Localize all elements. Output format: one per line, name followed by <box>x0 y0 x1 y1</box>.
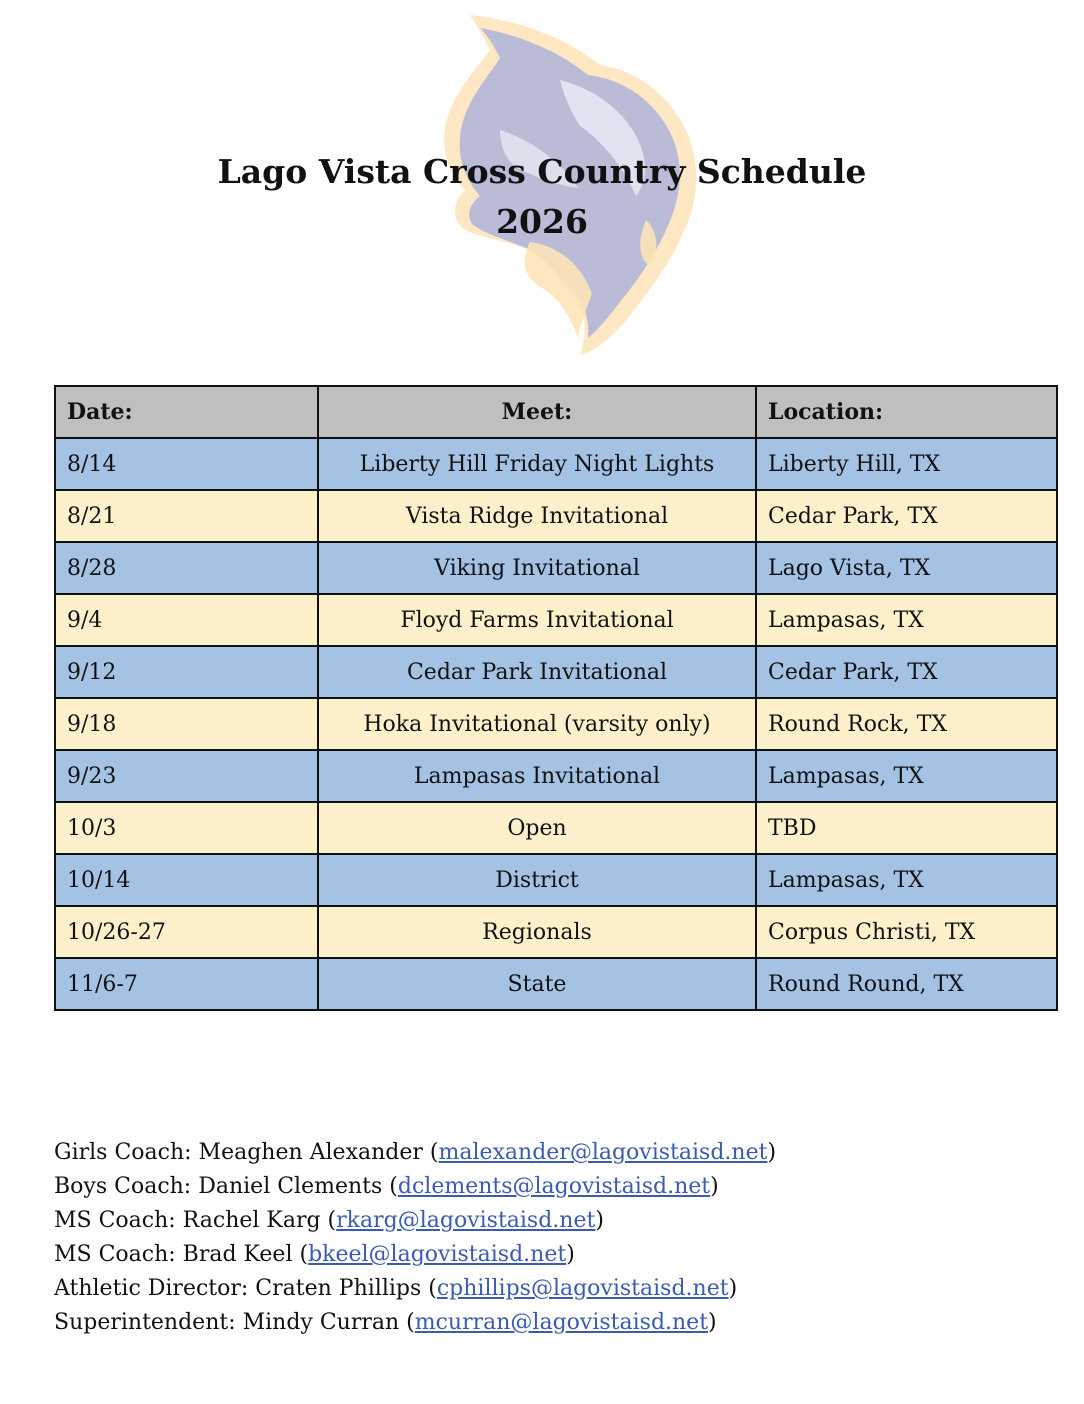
table-row <box>55 594 1057 646</box>
table-header-row <box>55 386 1057 438</box>
contact-role: MS Coach: Rachel Karg <box>54 1208 321 1233</box>
cell-date: 9/12 <box>55 646 318 698</box>
cell-location: Liberty Hill, TX <box>756 438 1057 490</box>
cell-location: Lampasas, TX <box>756 750 1057 802</box>
contact-line: MS Coach: Brad Keel (bkeel@lagovistaisd.net) <box>54 1242 575 1267</box>
cell-meet: Vista Ridge Invitational <box>318 490 756 542</box>
contacts-list <box>54 1136 1054 1340</box>
cell-date: 11/6-7 <box>55 958 318 1010</box>
cell-location: Round Round, TX <box>756 958 1057 1010</box>
cell-location: Lampasas, TX <box>756 854 1057 906</box>
contact-email-link[interactable]: rkarg@lagovistaisd.net <box>336 1208 596 1233</box>
cell-location: Cedar Park, TX <box>756 490 1057 542</box>
cell-date: 8/28 <box>55 542 318 594</box>
table-row <box>55 750 1057 802</box>
contact-email-link[interactable]: dclements@lagovistaisd.net <box>397 1174 711 1199</box>
table-row <box>55 490 1057 542</box>
cell-meet: Liberty Hill Friday Night Lights <box>318 438 756 490</box>
contact-role: Boys Coach: Daniel Clements <box>54 1174 383 1199</box>
page-subtitle-year: 2026 <box>496 202 588 241</box>
cell-meet: Open <box>318 802 756 854</box>
cell-location: Lampasas, TX <box>756 594 1057 646</box>
contact-role: Girls Coach: Meaghen Alexander <box>54 1140 423 1165</box>
cell-date: 10/26-27 <box>55 906 318 958</box>
cell-location: Cedar Park, TX <box>756 646 1057 698</box>
cell-meet: State <box>318 958 756 1010</box>
table-row <box>55 958 1057 1010</box>
cell-meet: Viking Invitational <box>318 542 756 594</box>
table-row <box>55 906 1057 958</box>
contact-role: MS Coach: Brad Keel <box>54 1242 293 1267</box>
contact-role: Superintendent: Mindy Curran <box>54 1310 400 1335</box>
header-meet: Meet: <box>318 386 756 438</box>
cell-location: Lago Vista, TX <box>756 542 1057 594</box>
cell-meet: Regionals <box>318 906 756 958</box>
contact-email-link[interactable]: cphillips@lagovistaisd.net <box>436 1276 729 1301</box>
cell-date: 8/14 <box>55 438 318 490</box>
table-row <box>55 438 1057 490</box>
cell-date: 9/23 <box>55 750 318 802</box>
header-location: Location: <box>756 386 1057 438</box>
cell-meet: Floyd Farms Invitational <box>318 594 756 646</box>
cell-location: Corpus Christi, TX <box>756 906 1057 958</box>
cell-meet: Lampasas Invitational <box>318 750 756 802</box>
contact-role: Athletic Director: Craten Phillips <box>54 1276 422 1301</box>
contact-email-link[interactable]: mcurran@lagovistaisd.net <box>414 1310 709 1335</box>
header-date: Date: <box>55 386 318 438</box>
schedule-table <box>54 385 1058 1011</box>
cell-location: Round Rock, TX <box>756 698 1057 750</box>
contact-line: Superintendent: Mindy Curran (mcurran@lagovistaisd.net) <box>54 1310 717 1335</box>
cell-meet: Cedar Park Invitational <box>318 646 756 698</box>
table-row <box>55 802 1057 854</box>
contact-line: Athletic Director: Craten Phillips (cphillips@lagovistaisd.net) <box>54 1276 738 1301</box>
cell-date: 9/18 <box>55 698 318 750</box>
cell-meet: Hoka Invitational (varsity only) <box>318 698 756 750</box>
cell-meet: District <box>318 854 756 906</box>
table-row <box>55 646 1057 698</box>
cell-date: 9/4 <box>55 594 318 646</box>
contact-line: Boys Coach: Daniel Clements (dclements@lagovistaisd.net) <box>54 1174 719 1199</box>
cell-location: TBD <box>756 802 1057 854</box>
cell-date: 8/21 <box>55 490 318 542</box>
page-title: Lago Vista Cross Country Schedule <box>217 152 867 191</box>
contact-email-link[interactable]: bkeel@lagovistaisd.net <box>308 1242 567 1267</box>
contact-line: MS Coach: Rachel Karg (rkarg@lagovistaisd.net) <box>54 1208 604 1233</box>
contact-email-link[interactable]: malexander@lagovistaisd.net <box>438 1140 768 1165</box>
table-row <box>55 542 1057 594</box>
cell-date: 10/14 <box>55 854 318 906</box>
contact-line: Girls Coach: Meaghen Alexander (malexander@lagovistaisd.net) <box>54 1140 777 1165</box>
table-row <box>55 698 1057 750</box>
cell-date: 10/3 <box>55 802 318 854</box>
table-row <box>55 854 1057 906</box>
